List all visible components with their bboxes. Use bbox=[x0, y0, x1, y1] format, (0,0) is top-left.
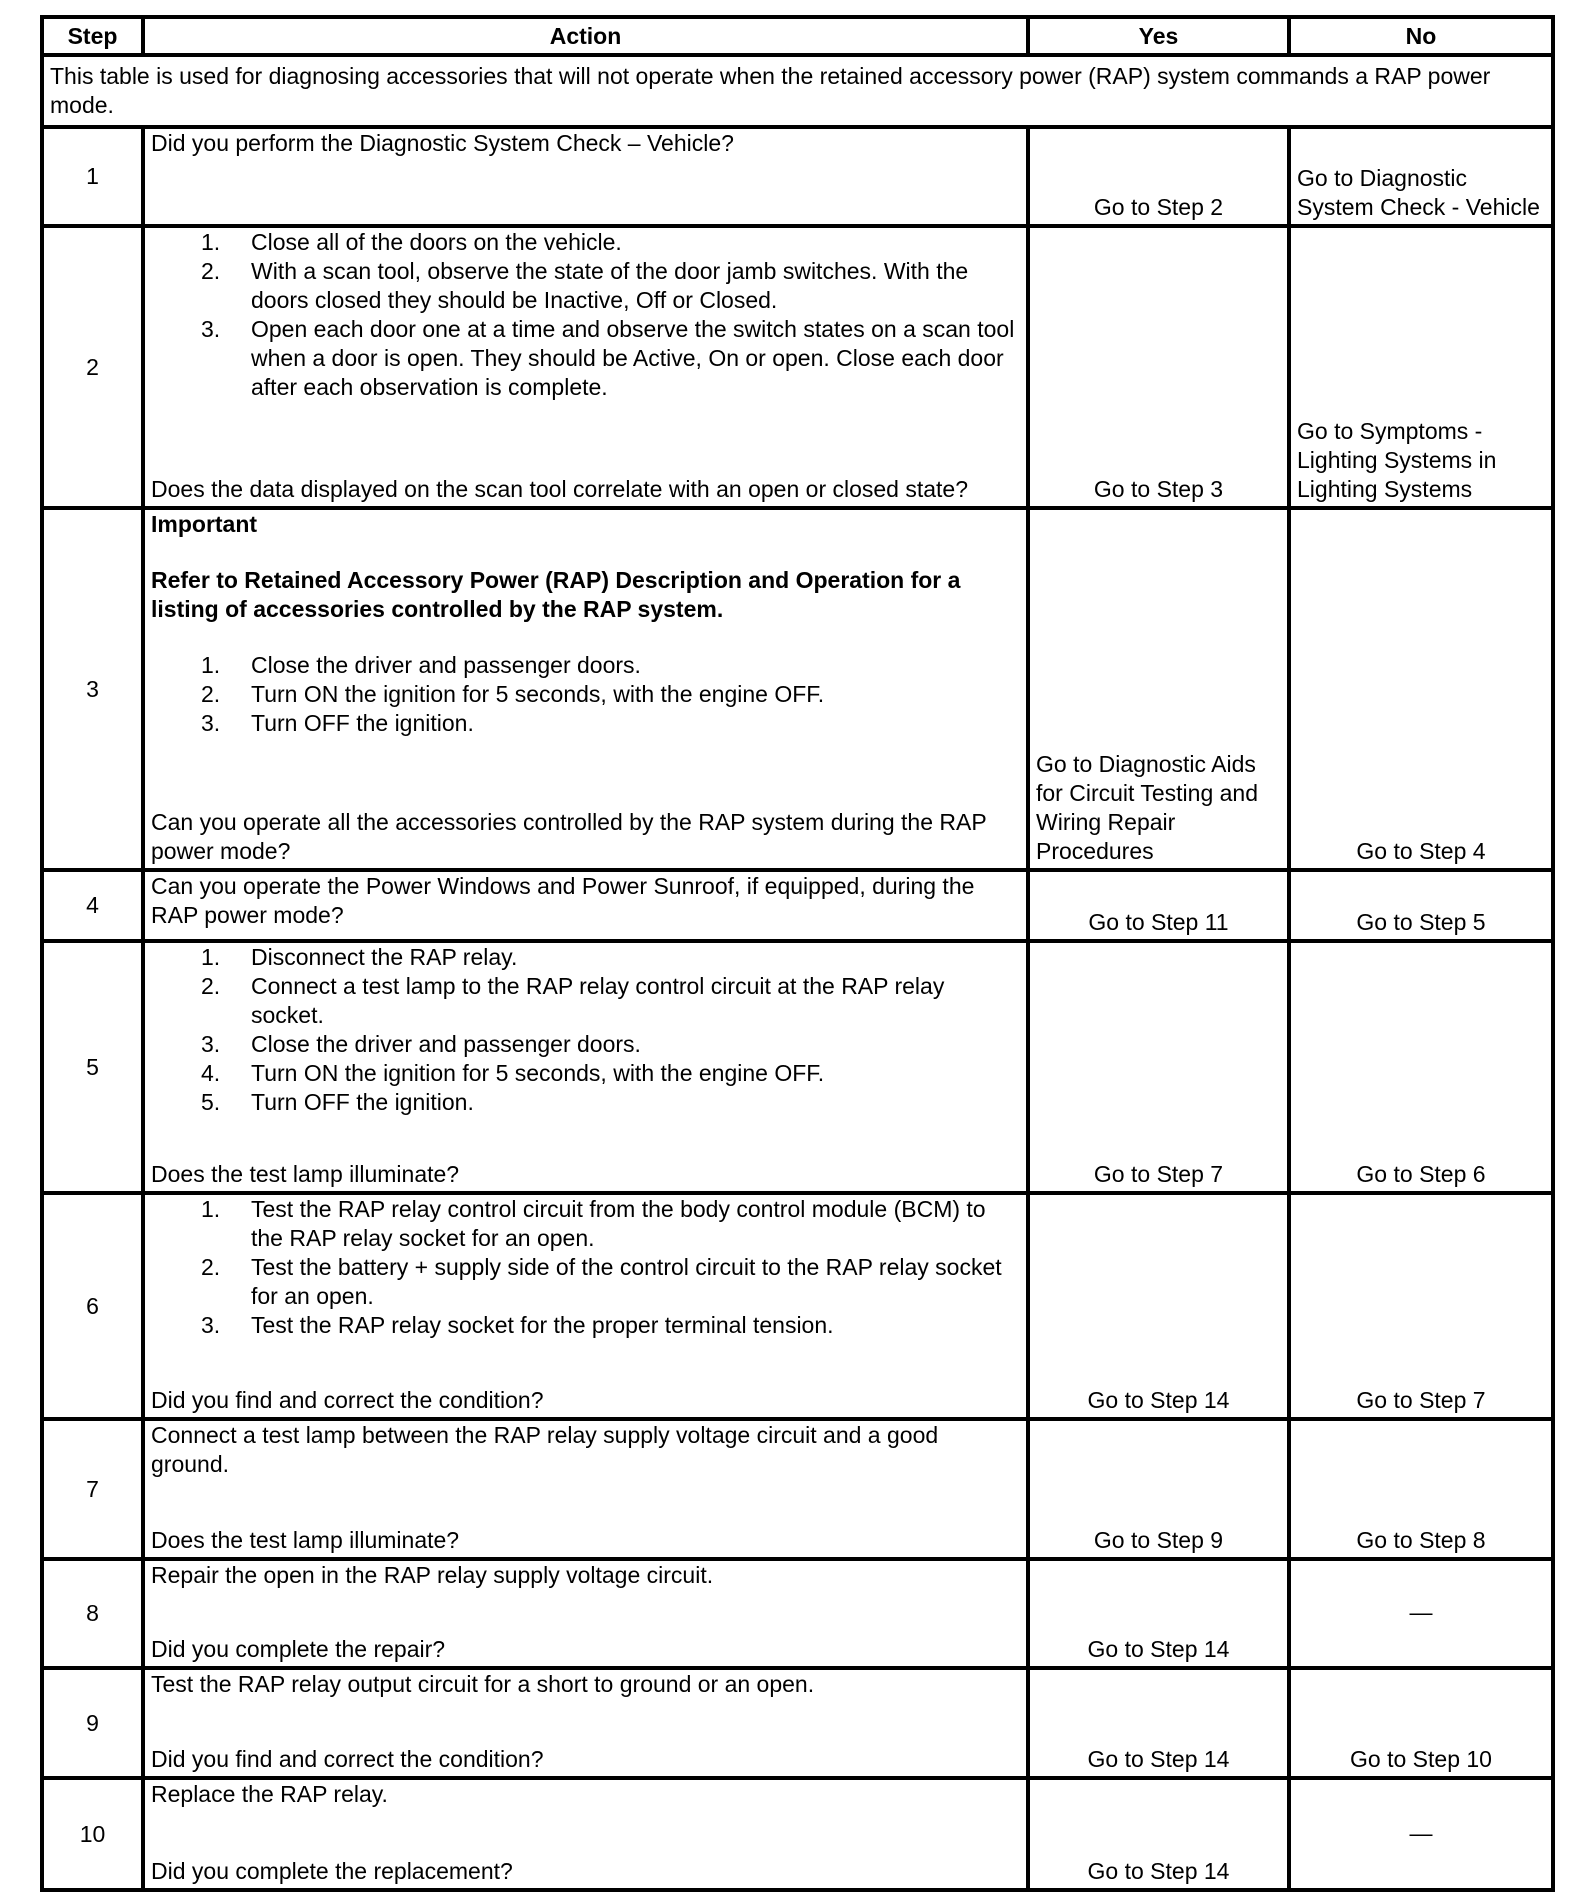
action-top bbox=[151, 1780, 1020, 1809]
action-content bbox=[151, 1780, 1020, 1886]
important-label: Important bbox=[151, 511, 258, 537]
no-outcome: Go to Step 4 bbox=[1289, 508, 1553, 870]
procedure-step-text: Close all of the doors on the vehicle. bbox=[251, 229, 622, 255]
procedure-step bbox=[151, 1059, 1020, 1088]
header-yes: Yes bbox=[1028, 17, 1289, 55]
description-row bbox=[42, 55, 1553, 127]
procedure-step-text: Turn OFF the ignition. bbox=[251, 1089, 474, 1115]
table-row bbox=[42, 941, 1553, 1193]
action-top bbox=[151, 228, 1020, 402]
procedure-step-number: 3. bbox=[201, 1312, 221, 1338]
table-row bbox=[42, 1778, 1553, 1890]
yes-outcome: Go to Step 14 bbox=[1028, 1668, 1289, 1778]
table-row bbox=[42, 870, 1553, 941]
yes-outcome: Go to Step 7 bbox=[1028, 941, 1289, 1193]
no-outcome: Go to Diagnostic System Check - Vehicle bbox=[1289, 127, 1553, 226]
action-content bbox=[151, 1561, 1020, 1664]
action-cell bbox=[143, 1559, 1028, 1668]
procedure-step-number: 4. bbox=[201, 1060, 221, 1086]
action-cell bbox=[143, 1419, 1028, 1559]
procedure-step bbox=[151, 1253, 1020, 1311]
procedure-step bbox=[151, 1030, 1020, 1059]
action-cell bbox=[143, 226, 1028, 508]
procedure-step bbox=[151, 315, 1020, 402]
procedure-list bbox=[151, 943, 1020, 1117]
procedure-step-number: 5. bbox=[201, 1089, 221, 1115]
table-row bbox=[42, 508, 1553, 870]
action-content bbox=[151, 129, 1020, 222]
procedure-step bbox=[151, 680, 1020, 709]
procedure-step-text: With a scan tool, observe the state of the door jamb switches. With the doors closed they should be Inactive, Off or Closed. bbox=[251, 258, 969, 313]
action-cell bbox=[143, 1193, 1028, 1419]
procedure-step bbox=[151, 709, 1020, 738]
action-cell bbox=[143, 870, 1028, 941]
procedure-list bbox=[151, 1195, 1020, 1340]
procedure-step bbox=[151, 1195, 1020, 1253]
step-number: 8 bbox=[42, 1559, 143, 1668]
header-step: Step bbox=[42, 17, 143, 55]
procedure-step-number: 2. bbox=[201, 1254, 221, 1280]
step-number: 7 bbox=[42, 1419, 143, 1559]
procedure-step-number: 2. bbox=[201, 681, 221, 707]
procedure-step-number: 1. bbox=[201, 229, 221, 255]
step-number: 5 bbox=[42, 941, 143, 1193]
action-question: Did you complete the replacement? bbox=[151, 1858, 513, 1884]
table-row bbox=[42, 1193, 1553, 1419]
procedure-step-text: Disconnect the RAP relay. bbox=[251, 944, 518, 970]
action-top bbox=[151, 1561, 1020, 1590]
step-number: 3 bbox=[42, 508, 143, 870]
procedure-step-number: 3. bbox=[201, 316, 221, 342]
action-cell bbox=[143, 1668, 1028, 1778]
procedure-step-number: 1. bbox=[201, 944, 221, 970]
yes-outcome: Go to Step 9 bbox=[1028, 1419, 1289, 1559]
action-top bbox=[151, 1421, 1020, 1479]
action-instruction: Did you perform the Diagnostic System Check – Vehicle? bbox=[151, 130, 734, 156]
action-question: Does the test lamp illuminate? bbox=[151, 1161, 460, 1187]
step-number: 10 bbox=[42, 1778, 143, 1890]
header-no: No bbox=[1289, 17, 1553, 55]
yes-outcome: Go to Step 14 bbox=[1028, 1559, 1289, 1668]
action-content bbox=[151, 943, 1020, 1189]
procedure-step-number: 1. bbox=[201, 1196, 221, 1222]
procedure-step bbox=[151, 228, 1020, 257]
action-content bbox=[151, 228, 1020, 504]
step-number: 6 bbox=[42, 1193, 143, 1419]
action-top bbox=[151, 1195, 1020, 1340]
table-row bbox=[42, 1559, 1553, 1668]
action-top bbox=[151, 943, 1020, 1117]
procedure-step-text: Close the driver and passenger doors. bbox=[251, 652, 641, 678]
action-cell bbox=[143, 127, 1028, 226]
action-content bbox=[151, 510, 1020, 866]
action-question: Does the test lamp illuminate? bbox=[151, 1527, 460, 1553]
procedure-step bbox=[151, 943, 1020, 972]
action-top bbox=[151, 872, 1020, 930]
yes-outcome: Go to Step 14 bbox=[1028, 1193, 1289, 1419]
action-top bbox=[151, 1670, 1020, 1699]
yes-outcome: Go to Diagnostic Aids for Circuit Testing and Wiring Repair Procedures bbox=[1028, 508, 1289, 870]
action-question: Did you complete the repair? bbox=[151, 1636, 446, 1662]
action-cell bbox=[143, 508, 1028, 870]
procedure-list bbox=[151, 651, 1020, 738]
action-content bbox=[151, 1421, 1020, 1555]
action-cell bbox=[143, 1778, 1028, 1890]
procedure-step bbox=[151, 257, 1020, 315]
no-outcome: Go to Step 8 bbox=[1289, 1419, 1553, 1559]
action-question: Did you find and correct the condition? bbox=[151, 1746, 544, 1772]
header-action: Action bbox=[143, 17, 1028, 55]
table-row bbox=[42, 127, 1553, 226]
diagnostic-table bbox=[40, 15, 1555, 1892]
procedure-step-text: Test the RAP relay control circuit from the body control module (BCM) to the RAP relay socket for an open. bbox=[251, 1196, 986, 1251]
action-instruction: Connect a test lamp between the RAP relay supply voltage circuit and a good ground. bbox=[151, 1422, 939, 1477]
no-outcome: Go to Symptoms - Lighting Systems in Lighting Systems bbox=[1289, 226, 1553, 508]
step-number: 9 bbox=[42, 1668, 143, 1778]
procedure-step-text: Connect a test lamp to the RAP relay control circuit at the RAP relay socket. bbox=[251, 973, 945, 1028]
procedure-step-number: 1. bbox=[201, 652, 221, 678]
procedure-step bbox=[151, 972, 1020, 1030]
yes-outcome: Go to Step 14 bbox=[1028, 1778, 1289, 1890]
action-question: Can you operate all the accessories controlled by the RAP system during the RAP power mode? bbox=[151, 809, 987, 864]
procedure-step-text: Turn OFF the ignition. bbox=[251, 710, 474, 736]
table-row bbox=[42, 1419, 1553, 1559]
important-note: Refer to Retained Accessory Power (RAP) Description and Operation for a listing of accessories controlled by the RAP system. bbox=[151, 567, 961, 622]
procedure-step-text: Test the RAP relay socket for the proper terminal tension. bbox=[251, 1312, 834, 1338]
action-question: Did you find and correct the condition? bbox=[151, 1387, 544, 1413]
table-row bbox=[42, 226, 1553, 508]
no-outcome: Go to Step 10 bbox=[1289, 1668, 1553, 1778]
step-number: 4 bbox=[42, 870, 143, 941]
procedure-step-text: Turn ON the ignition for 5 seconds, with the engine OFF. bbox=[251, 1060, 825, 1086]
action-instruction: Can you operate the Power Windows and Power Sunroof, if equipped, during the RAP power mode? bbox=[151, 873, 975, 928]
procedure-step bbox=[151, 1311, 1020, 1340]
yes-outcome: Go to Step 2 bbox=[1028, 127, 1289, 226]
procedure-list bbox=[151, 228, 1020, 402]
procedure-step-text: Close the driver and passenger doors. bbox=[251, 1031, 641, 1057]
action-cell bbox=[143, 941, 1028, 1193]
procedure-step bbox=[151, 1088, 1020, 1117]
no-outcome: — bbox=[1289, 1559, 1553, 1668]
procedure-step-text: Test the battery + supply side of the control circuit to the RAP relay socket for an open. bbox=[251, 1254, 1002, 1309]
procedure-step bbox=[151, 651, 1020, 680]
no-outcome: Go to Step 7 bbox=[1289, 1193, 1553, 1419]
procedure-step-text: Open each door one at a time and observe the switch states on a scan tool when a door is open. They should be Active, On or open. Close each door after each observation is complete. bbox=[251, 316, 1015, 400]
procedure-step-number: 2. bbox=[201, 973, 221, 999]
no-outcome: — bbox=[1289, 1778, 1553, 1890]
procedure-step-number: 3. bbox=[201, 710, 221, 736]
step-number: 1 bbox=[42, 127, 143, 226]
procedure-step-number: 3. bbox=[201, 1031, 221, 1057]
action-content bbox=[151, 872, 1020, 937]
yes-outcome: Go to Step 3 bbox=[1028, 226, 1289, 508]
procedure-step-number: 2. bbox=[201, 258, 221, 284]
action-instruction: Replace the RAP relay. bbox=[151, 1781, 388, 1807]
header-row bbox=[42, 17, 1553, 55]
table-row bbox=[42, 1668, 1553, 1778]
step-number: 2 bbox=[42, 226, 143, 508]
action-top bbox=[151, 510, 1020, 738]
procedure-step-text: Turn ON the ignition for 5 seconds, with the engine OFF. bbox=[251, 681, 825, 707]
no-outcome: Go to Step 5 bbox=[1289, 870, 1553, 941]
table-description: This table is used for diagnosing accessories that will not operate when the retained accessory power (RAP) system commands a RAP power mode. bbox=[42, 55, 1553, 127]
action-content bbox=[151, 1195, 1020, 1415]
no-outcome: Go to Step 6 bbox=[1289, 941, 1553, 1193]
action-content bbox=[151, 1670, 1020, 1774]
action-instruction: Test the RAP relay output circuit for a short to ground or an open. bbox=[151, 1671, 815, 1697]
action-top bbox=[151, 129, 1020, 158]
action-instruction: Repair the open in the RAP relay supply voltage circuit. bbox=[151, 1562, 714, 1588]
yes-outcome: Go to Step 11 bbox=[1028, 870, 1289, 941]
action-question: Does the data displayed on the scan tool correlate with an open or closed state? bbox=[151, 476, 969, 502]
